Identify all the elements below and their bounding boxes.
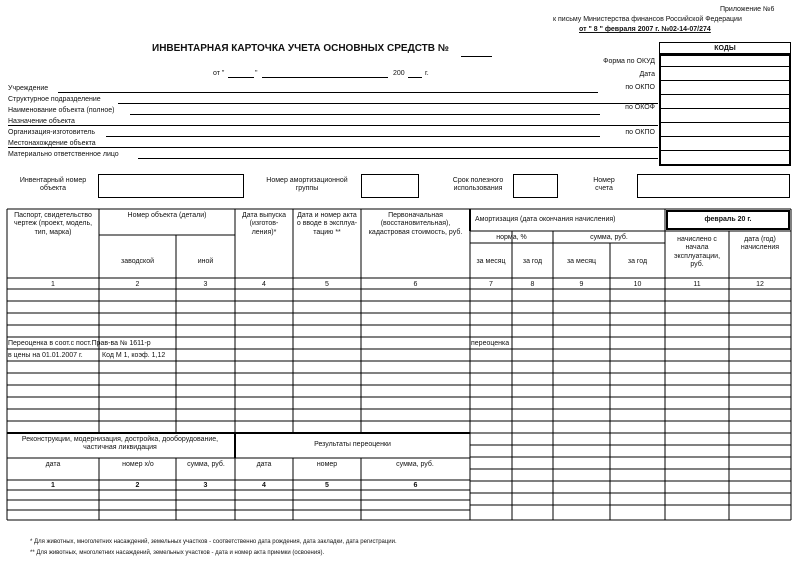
- field-location: Местонахождение объекта: [8, 140, 96, 147]
- field-institution: Учреждение: [8, 85, 49, 92]
- col-norm-year-header: за год: [522, 258, 543, 265]
- field-manufacturer: Организация-изготовитель: [8, 129, 95, 136]
- col-passport-header: Паспорт, свидетельство чертеж (проект, модель, тип, марка): [13, 212, 93, 236]
- bottom-num-6: 6: [413, 482, 418, 489]
- col-num-8: 8: [530, 281, 535, 288]
- footnote-2: ** Для животных, многолетних насаждений, земельных участков - дата и номер акта приемки (освоения).: [30, 550, 325, 556]
- col-num-6: 6: [413, 281, 418, 288]
- revaluation-results-header: Результаты переоценки: [314, 441, 391, 448]
- field-object-name: Наименование объекта (полное): [8, 107, 115, 114]
- revaluation-col7: переоценка: [471, 340, 510, 347]
- col-num-9: 9: [579, 281, 584, 288]
- col-object-number-header: Номер объекта (детали): [127, 212, 207, 219]
- col-release-date-header: Дата выпуска (изготов-ления)*: [241, 212, 287, 236]
- date-from: от ": [213, 70, 225, 77]
- col-initial-cost-header: Первоначальная (восстановительная), кадастровая стоимость, руб.: [368, 212, 463, 236]
- col-num-5: 5: [325, 281, 329, 288]
- bottom-num-4: 4: [262, 482, 266, 489]
- bottom-col-sum: сумма, руб.: [187, 461, 225, 468]
- date-g: г.: [425, 70, 429, 77]
- appendix-line3: от " 8 " февраля 2007 г. №02-14-07/274: [579, 26, 711, 33]
- col-num-3: 3: [203, 281, 208, 288]
- revaluation-note-line2: в цены на 01.01.2007 г.: [8, 352, 83, 359]
- col-amortization-header: Амортизация (дата окончания начисления): [475, 216, 616, 223]
- bottom-col-number: номер х/о: [122, 461, 154, 468]
- page-title: ИНВЕНТАРНАЯ КАРТОЧКА УЧЕТА ОСНОВНЫХ СРЕДСТВ №: [152, 43, 449, 54]
- col-sum-header: сумма, руб.: [590, 234, 628, 241]
- bottom-num-2: 2: [135, 482, 140, 489]
- appendix-line1: Приложение №6: [720, 6, 775, 13]
- bottom-col-date: дата: [45, 461, 61, 468]
- col-norm-month-header: за месяц: [476, 258, 506, 265]
- col-num-4: 4: [262, 281, 266, 288]
- col-sum-month-header: за месяц: [566, 258, 597, 265]
- field-purpose: Назначение объекта: [8, 118, 75, 125]
- date-year: 200: [393, 70, 405, 77]
- field-subdivision: Структурное подразделение: [8, 96, 101, 103]
- revaluation-code: Код М 1, коэф. 1,12: [102, 352, 166, 359]
- footnote-1: * Для животных, многолетних насаждений, земельных участков - соответственно дата рождения, дата закладки, дата регистрации.: [30, 539, 397, 545]
- col-factory-header: заводской: [120, 258, 154, 265]
- col-num-10: 10: [633, 281, 642, 288]
- codes-okpo2-label: по ОКПО: [625, 129, 655, 136]
- date-quote: ": [255, 70, 258, 77]
- bottom-col-reval-sum: сумма, руб.: [396, 461, 434, 468]
- bottom-col-reval-date: дата: [256, 461, 272, 468]
- account-number-label: Номер счета: [593, 177, 615, 193]
- bottom-num-3: 3: [203, 482, 208, 489]
- col-num-11: 11: [693, 281, 701, 288]
- reconstruction-header: Реконструкции, модернизация, достройка, дооборудование, частичная ликвидация: [21, 436, 219, 452]
- col-norm-header: норма, %: [496, 234, 527, 241]
- col-sum-year-header: за год: [627, 258, 648, 265]
- revaluation-note-line1: Переоценка в соот.с пост.Прав-ва № 1611-р: [8, 340, 151, 347]
- codes-okpo-label: по ОКПО: [625, 84, 655, 91]
- bottom-col-reval-number: номер: [316, 461, 338, 468]
- month-box-label: февраль 20 г.: [704, 216, 752, 223]
- inventory-number-label: Инвентарный номер объекта: [19, 177, 87, 193]
- col-date-year-header: дата (год) начисления: [740, 236, 780, 252]
- appendix-line2: к письму Министерства финансов Российской Федерации: [553, 16, 742, 23]
- useful-life-label: Срок полезного использования: [452, 177, 504, 193]
- col-accrued-header: начислено с начала эксплуатации, руб.: [673, 236, 721, 269]
- col-num-1: 1: [51, 281, 55, 288]
- col-act-header: Дата и номер акта о вводе в эксплуа-тацию **: [296, 212, 358, 236]
- col-num-7: 7: [489, 281, 493, 288]
- bottom-num-5: 5: [325, 482, 329, 489]
- col-other-header: иной: [197, 258, 214, 265]
- col-num-12: 12: [756, 281, 764, 288]
- col-num-2: 2: [135, 281, 140, 288]
- amortization-group-label: Номер амортизационной группы: [266, 177, 348, 193]
- field-responsible: Материально ответственное лицо: [8, 151, 119, 158]
- bottom-num-1: 1: [51, 482, 55, 489]
- codes-date-label: Дата: [639, 71, 655, 78]
- codes-header: КОДЫ: [714, 45, 736, 52]
- codes-okud-label: Форма по ОКУД: [603, 58, 655, 65]
- codes-okof-label: по ОКОФ: [625, 104, 655, 111]
